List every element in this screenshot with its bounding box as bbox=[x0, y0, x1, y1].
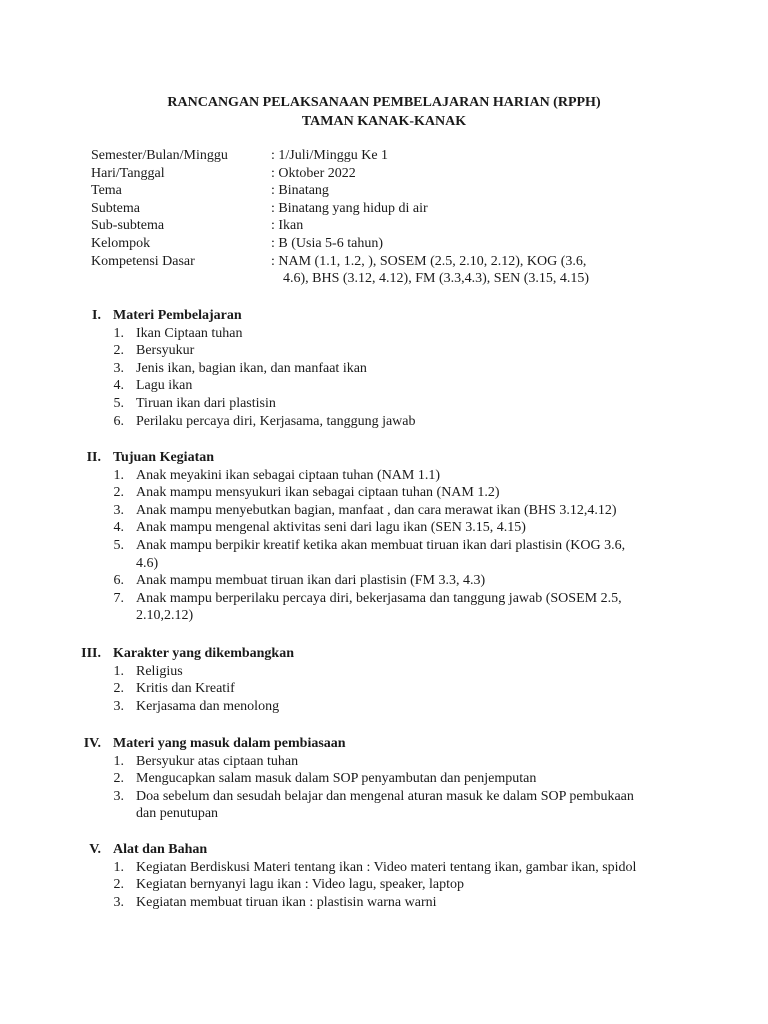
section-title: Karakter yang dikembangkan bbox=[113, 646, 294, 661]
list-item-line: 4.6) bbox=[136, 555, 159, 571]
info-table bbox=[91, 147, 651, 288]
section-heading bbox=[0, 645, 768, 663]
section-list bbox=[0, 753, 768, 823]
list-item-text bbox=[124, 788, 676, 823]
list-item-text bbox=[124, 467, 676, 485]
info-row bbox=[91, 235, 651, 253]
list-item-text bbox=[124, 413, 676, 431]
section-title: Alat dan Bahan bbox=[113, 842, 208, 857]
list-item-text bbox=[124, 537, 676, 572]
info-row bbox=[91, 217, 651, 235]
list-item bbox=[0, 467, 768, 485]
section-3 bbox=[0, 645, 768, 715]
info-value: : Binatang bbox=[271, 183, 329, 199]
info-label: Kelompok bbox=[91, 235, 151, 251]
list-item bbox=[0, 770, 768, 788]
list-item-text bbox=[124, 360, 676, 378]
list-item-number: 6. bbox=[113, 573, 124, 589]
list-item-number: 1. bbox=[113, 859, 124, 875]
info-value-multiline bbox=[271, 253, 651, 288]
list-item-text bbox=[124, 680, 676, 698]
info-row bbox=[91, 200, 651, 218]
list-item-number: 3. bbox=[113, 502, 124, 518]
list-item bbox=[0, 342, 768, 360]
section-title: Materi Pembelajaran bbox=[113, 308, 242, 323]
list-item-text bbox=[124, 502, 676, 520]
section-heading bbox=[0, 735, 768, 753]
document-header bbox=[0, 93, 768, 131]
list-item bbox=[0, 537, 768, 572]
list-item-line: Kerjasama dan menolong bbox=[136, 698, 280, 714]
list-item-line: Anak mampu berperilaku percaya diri, bekerjasama dan tanggung jawab (SOSEM 2.5, bbox=[136, 590, 622, 606]
section-5 bbox=[0, 841, 768, 911]
list-item bbox=[0, 680, 768, 698]
list-item-line: Anak mampu mengenal aktivitas seni dari lagu ikan (SEN 3.15, 4.15) bbox=[136, 520, 526, 536]
info-label: Subtema bbox=[91, 200, 140, 216]
list-item-number: 1. bbox=[113, 467, 124, 483]
list-item bbox=[0, 753, 768, 771]
list-item bbox=[0, 377, 768, 395]
section-number: IV. bbox=[83, 736, 101, 751]
info-row bbox=[91, 147, 651, 165]
list-item-line: Doa sebelum dan sesudah belajar dan mengenal aturan masuk ke dalam SOP pembukaan bbox=[136, 788, 634, 804]
list-item-number: 3. bbox=[113, 894, 124, 910]
list-item-line: Kegiatan bernyanyi lagu ikan : Video lagu, speaker, laptop bbox=[136, 877, 465, 893]
list-item-number: 2. bbox=[113, 681, 124, 697]
list-item-number: 4. bbox=[113, 378, 124, 394]
list-item bbox=[0, 894, 768, 912]
info-label: Kompetensi Dasar bbox=[91, 253, 195, 269]
section-heading bbox=[0, 307, 768, 325]
list-item-number: 7. bbox=[113, 590, 124, 606]
list-item-text bbox=[124, 663, 676, 681]
list-item-line: Anak meyakini ikan sebagai ciptaan tuhan (NAM 1.1) bbox=[136, 467, 441, 483]
section-list bbox=[0, 663, 768, 716]
list-item bbox=[0, 413, 768, 431]
list-item-line: Perilaku percaya diri, Kerjasama, tanggung jawab bbox=[136, 413, 416, 429]
section-list bbox=[0, 467, 768, 625]
list-item-line: Anak mampu berpikir kreatif ketika akan membuat tiruan ikan dari plastisin (KOG 3.6, bbox=[136, 537, 626, 553]
list-item-line: Religius bbox=[136, 663, 183, 679]
info-value: : 1/Juli/Minggu Ke 1 bbox=[271, 148, 389, 163]
list-item-line: Lagu ikan bbox=[136, 378, 193, 394]
info-row bbox=[91, 253, 651, 288]
section-title: Tujuan Kegiatan bbox=[113, 450, 215, 465]
list-item-text bbox=[124, 894, 676, 912]
section-number: III. bbox=[81, 646, 101, 661]
list-item-number: 2. bbox=[113, 343, 124, 359]
list-item-line: Ikan Ciptaan tuhan bbox=[136, 325, 243, 341]
list-item-text bbox=[124, 753, 676, 771]
list-item bbox=[0, 519, 768, 537]
list-item-number: 2. bbox=[113, 771, 124, 787]
list-item bbox=[0, 395, 768, 413]
list-item-line: 2.10,2.12) bbox=[136, 608, 194, 624]
list-item-text bbox=[124, 342, 676, 360]
list-item-line: Kegiatan membuat tiruan ikan : plastisin warna warni bbox=[136, 894, 437, 910]
section-number: I. bbox=[92, 308, 101, 323]
list-item-text bbox=[124, 572, 676, 590]
info-label: Tema bbox=[91, 183, 122, 199]
list-item-text bbox=[124, 698, 676, 716]
list-item-number: 1. bbox=[113, 325, 124, 341]
list-item-text bbox=[124, 770, 676, 788]
section-heading bbox=[0, 841, 768, 859]
list-item-line: Anak mampu menyebutkan bagian, manfaat , dan cara merawat ikan (BHS 3.12,4.12) bbox=[136, 502, 617, 518]
list-item-number: 3. bbox=[113, 698, 124, 714]
list-item-number: 1. bbox=[113, 663, 124, 679]
section-list bbox=[0, 325, 768, 431]
list-item-line: Bersyukur atas ciptaan tuhan bbox=[136, 753, 299, 769]
document-subtitle: TAMAN KANAK-KANAK bbox=[301, 114, 467, 129]
section-number: II. bbox=[86, 450, 101, 465]
list-item-number: 3. bbox=[113, 788, 124, 804]
list-item bbox=[0, 502, 768, 520]
list-item-line: Kegiatan Berdiskusi Materi tentang ikan : Video materi tentang ikan, gambar ikan, spidol bbox=[136, 859, 637, 875]
info-label: Sub-subtema bbox=[91, 218, 165, 234]
list-item-number: 6. bbox=[113, 413, 124, 429]
list-item-line: Mengucapkan salam masuk dalam SOP penyambutan dan penjemputan bbox=[136, 771, 537, 787]
list-item-text bbox=[124, 395, 676, 413]
info-value: : Binatang yang hidup di air bbox=[271, 200, 428, 216]
list-item bbox=[0, 590, 768, 625]
list-item bbox=[0, 788, 768, 823]
list-item-number: 2. bbox=[113, 877, 124, 893]
list-item-text bbox=[124, 590, 676, 625]
list-item-text bbox=[124, 519, 676, 537]
list-item-line: Anak mampu mensyukuri ikan sebagai ciptaan tuhan (NAM 1.2) bbox=[136, 485, 500, 501]
list-item bbox=[0, 325, 768, 343]
list-item-number: 4. bbox=[113, 520, 124, 536]
list-item-line: Tiruan ikan dari plastisin bbox=[136, 395, 276, 411]
section-title: Materi yang masuk dalam pembiasaan bbox=[113, 736, 346, 751]
list-item-line: Jenis ikan, bagian ikan, dan manfaat ikan bbox=[136, 360, 367, 376]
list-item bbox=[0, 484, 768, 502]
list-item-text bbox=[124, 484, 676, 502]
list-item bbox=[0, 876, 768, 894]
info-value: : Ikan bbox=[271, 218, 304, 234]
list-item-line: Bersyukur bbox=[136, 343, 195, 359]
info-value-continuation: 4.6), BHS (3.12, 4.12), FM (3.3,4.3), SEN (3.15, 4.15) bbox=[283, 271, 590, 287]
list-item-text bbox=[124, 859, 676, 877]
info-value: : B (Usia 5-6 tahun) bbox=[271, 235, 383, 251]
section-list bbox=[0, 859, 768, 912]
list-item bbox=[0, 859, 768, 877]
section-1 bbox=[0, 307, 768, 430]
list-item-number: 5. bbox=[113, 537, 124, 553]
document-title: RANCANGAN PELAKSANAAN PEMBELAJARAN HARIAN (RPPH) bbox=[167, 95, 601, 110]
list-item-line: dan penutupan bbox=[136, 806, 219, 822]
list-item-number: 1. bbox=[113, 753, 124, 769]
list-item bbox=[0, 572, 768, 590]
info-row bbox=[91, 182, 651, 200]
info-label: Hari/Tanggal bbox=[91, 165, 165, 181]
list-item bbox=[0, 360, 768, 378]
list-item-text bbox=[124, 377, 676, 395]
list-item-number: 3. bbox=[113, 360, 124, 376]
list-item-text bbox=[124, 876, 676, 894]
section-number: V. bbox=[89, 842, 101, 857]
list-item bbox=[0, 698, 768, 716]
section-2 bbox=[0, 449, 768, 625]
list-item-text bbox=[124, 325, 676, 343]
info-row bbox=[91, 165, 651, 183]
list-item bbox=[0, 663, 768, 681]
info-value: : Oktober 2022 bbox=[271, 165, 356, 181]
list-item-number: 5. bbox=[113, 395, 124, 411]
info-value-line: : NAM (1.1, 1.2, ), SOSEM (2.5, 2.10, 2.12), KOG (3.6, bbox=[271, 253, 587, 269]
list-item-number: 2. bbox=[113, 485, 124, 501]
list-item-line: Anak mampu membuat tiruan ikan dari plastisin (FM 3.3, 4.3) bbox=[136, 573, 486, 589]
section-heading bbox=[0, 449, 768, 467]
info-label: Semester/Bulan/Minggu bbox=[91, 148, 228, 163]
section-4 bbox=[0, 735, 768, 823]
list-item-line: Kritis dan Kreatif bbox=[136, 681, 235, 697]
